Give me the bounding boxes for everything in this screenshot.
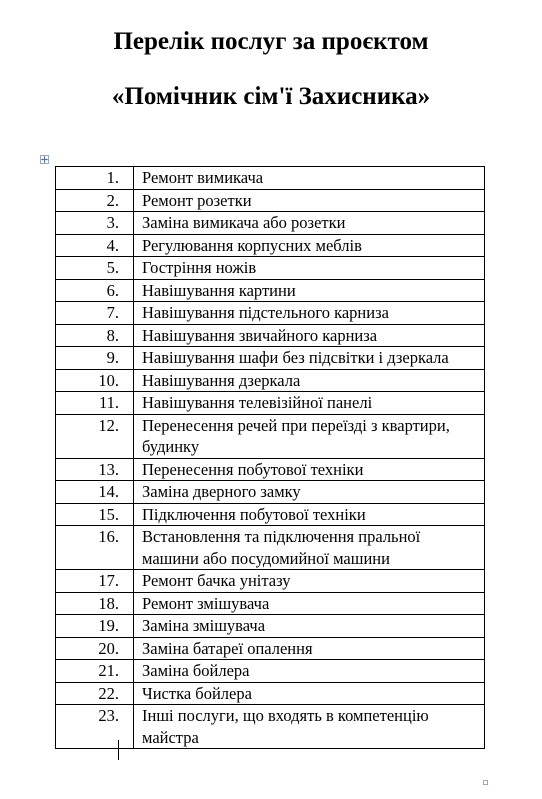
service-number-cell[interactable]: 22.	[56, 682, 134, 705]
service-name-cell[interactable]: Навішування телевізійної панелі	[134, 392, 485, 415]
service-name-cell[interactable]: Ремонт бачка унітазу	[134, 570, 485, 593]
table-row	[56, 347, 485, 370]
table-row	[56, 189, 485, 212]
service-name-cell[interactable]: Гостріння ножів	[134, 257, 485, 280]
service-name-cell[interactable]: Регулювання корпусних меблів	[134, 234, 485, 257]
service-name-cell[interactable]: Ремонт змішувача	[134, 592, 485, 615]
service-number-cell[interactable]: 9.	[56, 347, 134, 370]
document-title-line-2: «Помічник сім'ї Захисника»	[111, 83, 431, 110]
service-number-cell[interactable]: 7.	[56, 302, 134, 325]
service-number-cell[interactable]: 5.	[56, 257, 134, 280]
table-row	[56, 414, 485, 458]
table-row	[56, 279, 485, 302]
service-name-cell[interactable]: Перенесення побутової техніки	[134, 458, 485, 481]
table-row	[56, 212, 485, 235]
table-row	[56, 503, 485, 526]
service-number-cell[interactable]: 6.	[56, 279, 134, 302]
table-row	[56, 324, 485, 347]
table-row	[56, 615, 485, 638]
service-number-cell[interactable]: 17.	[56, 570, 134, 593]
table-row	[56, 257, 485, 280]
table-row	[56, 392, 485, 415]
service-number-cell[interactable]: 14.	[56, 481, 134, 504]
table-row	[56, 705, 485, 749]
table-row	[56, 481, 485, 504]
service-number-cell[interactable]: 4.	[56, 234, 134, 257]
table-resize-handle-icon[interactable]	[483, 780, 488, 785]
service-name-cell[interactable]: Встановлення та підключення пральної машини або посудомийної машини	[134, 526, 485, 570]
service-number-cell[interactable]: 19.	[56, 615, 134, 638]
service-name-cell[interactable]: Навішування картини	[134, 279, 485, 302]
document-title-line-1: Перелік послуг за проєктом	[113, 28, 429, 55]
services-table	[55, 166, 485, 749]
service-number-cell[interactable]: 11.	[56, 392, 134, 415]
services-table-body	[56, 167, 485, 749]
service-number-cell[interactable]: 15.	[56, 503, 134, 526]
service-number-cell[interactable]: 1.	[56, 167, 134, 190]
service-number-cell[interactable]: 18.	[56, 592, 134, 615]
table-row	[56, 302, 485, 325]
table-row	[56, 369, 485, 392]
table-row	[56, 682, 485, 705]
service-number-cell[interactable]: 21.	[56, 660, 134, 683]
service-name-cell[interactable]: Перенесення речей при переїзді з квартири, будинку	[134, 414, 485, 458]
table-row	[56, 526, 485, 570]
service-number-cell[interactable]: 10.	[56, 369, 134, 392]
table-row	[56, 458, 485, 481]
table-row	[56, 167, 485, 190]
table-row	[56, 570, 485, 593]
service-name-cell[interactable]: Заміна змішувача	[134, 615, 485, 638]
service-name-cell[interactable]: Ремонт розетки	[134, 189, 485, 212]
service-name-cell[interactable]: Ремонт вимикача	[134, 167, 485, 190]
service-number-cell[interactable]: 20.	[56, 637, 134, 660]
text-cursor	[118, 740, 119, 760]
service-number-cell[interactable]: 2.	[56, 189, 134, 212]
service-name-cell[interactable]: Заміна дверного замку	[134, 481, 485, 504]
service-name-cell[interactable]: Навішування шафи без підсвітки і дзеркала	[134, 347, 485, 370]
service-number-cell[interactable]: 23.	[56, 705, 134, 749]
table-row	[56, 234, 485, 257]
table-row	[56, 592, 485, 615]
service-number-cell[interactable]: 16.	[56, 526, 134, 570]
service-name-cell[interactable]: Навішування звичайного карниза	[134, 324, 485, 347]
service-name-cell[interactable]: Заміна бойлера	[134, 660, 485, 683]
service-number-cell[interactable]: 12.	[56, 414, 134, 458]
table-row	[56, 660, 485, 683]
service-name-cell[interactable]: Чистка бойлера	[134, 682, 485, 705]
service-name-cell[interactable]: Заміна батареї опалення	[134, 637, 485, 660]
service-name-cell[interactable]: Заміна вимикача або розетки	[134, 212, 485, 235]
service-name-cell[interactable]: Інші послуги, що входять в компетенцію майстра	[134, 705, 485, 749]
service-number-cell[interactable]: 13.	[56, 458, 134, 481]
table-move-handle-icon[interactable]	[40, 155, 49, 164]
service-name-cell[interactable]: Навішування дзеркала	[134, 369, 485, 392]
service-number-cell[interactable]: 8.	[56, 324, 134, 347]
table-row	[56, 637, 485, 660]
service-number-cell[interactable]: 3.	[56, 212, 134, 235]
service-name-cell[interactable]: Підключення побутової техніки	[134, 503, 485, 526]
service-name-cell[interactable]: Навішування підстельного карниза	[134, 302, 485, 325]
